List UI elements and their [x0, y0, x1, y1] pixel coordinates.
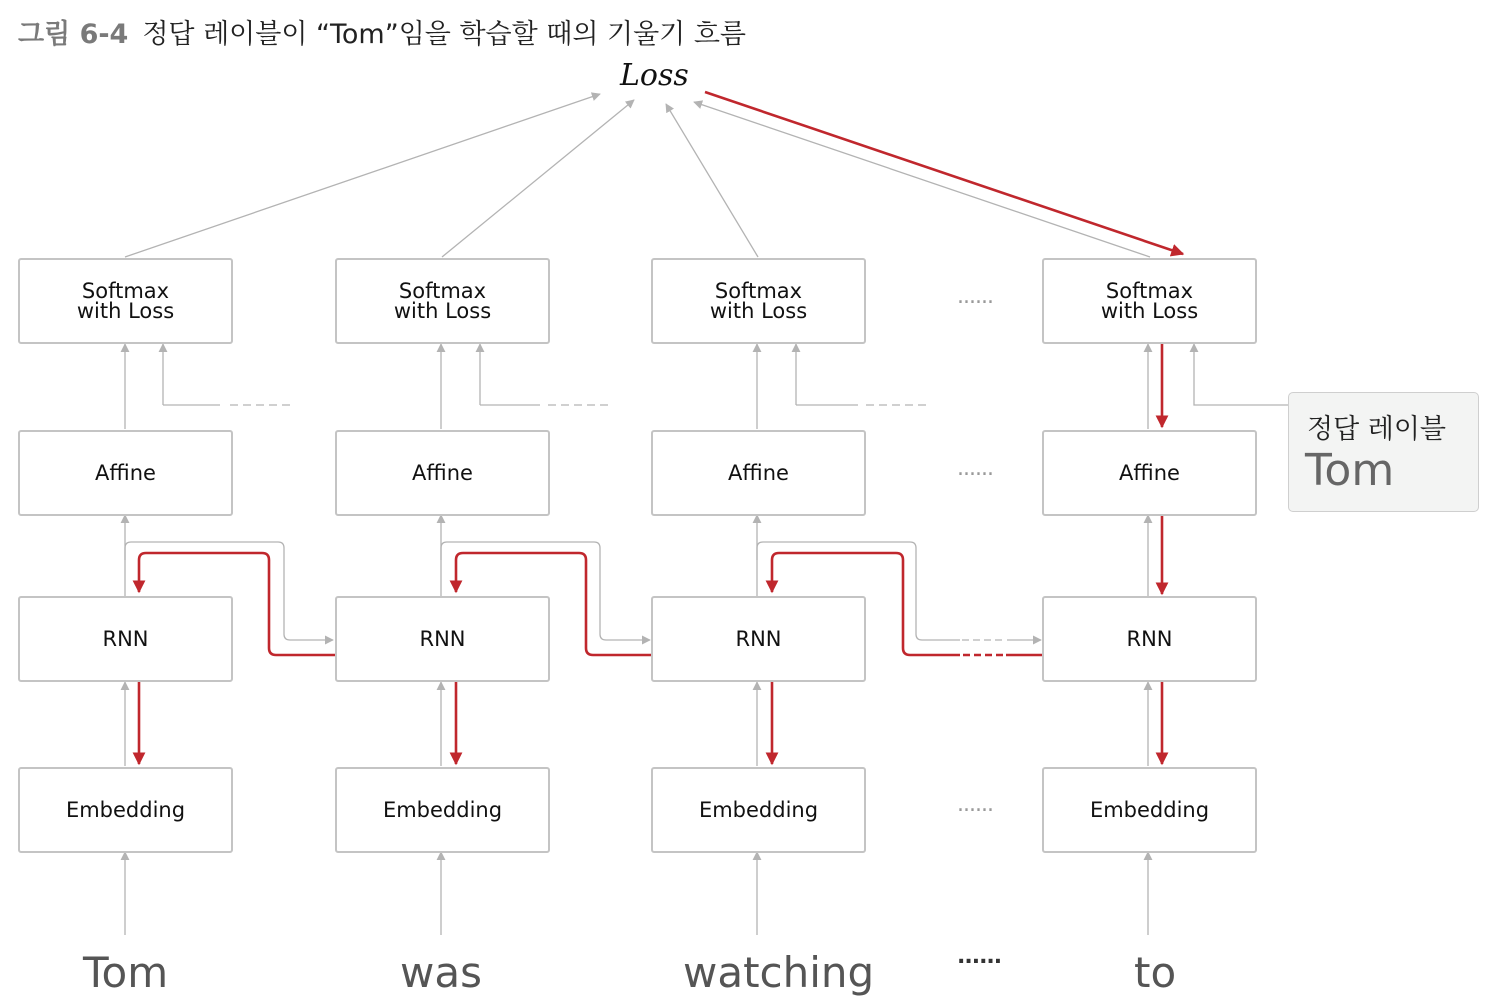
rnn-box — [18, 596, 233, 682]
embedding-box — [335, 767, 550, 853]
embedding-label: Embedding — [1089, 798, 1210, 822]
correct-label-title: 정답 레이블 — [1307, 414, 1446, 445]
input-word: to — [1134, 948, 1177, 997]
softmax-label-line2: with Loss — [1100, 299, 1199, 323]
gradient-arrow-loss-to-softmax — [705, 92, 1183, 254]
ellipsis: ...... — [957, 456, 993, 481]
softmax-label-line2: with Loss — [76, 299, 175, 323]
correct-label-value: Tom — [1305, 445, 1395, 496]
input-word: Tom — [83, 948, 169, 997]
rnn-label: RNN — [419, 627, 466, 651]
rnn-label: RNN — [735, 627, 782, 651]
softmax-with-loss-box — [651, 258, 866, 344]
embedding-label: Embedding — [65, 798, 186, 822]
rnn-label: RNN — [102, 627, 149, 651]
input-word: was — [400, 948, 482, 997]
softmax-with-loss-box — [335, 258, 550, 344]
softmax-label-line1: Softmax — [81, 279, 170, 303]
affine-label: Affine — [95, 461, 156, 485]
rnn-label: RNN — [1126, 627, 1173, 651]
softmax-label-line2: with Loss — [709, 299, 808, 323]
affine-box — [1042, 430, 1257, 516]
softmax-label-line2: with Loss — [393, 299, 492, 323]
gradient-rnn-connections — [139, 553, 1043, 655]
affine-label: Affine — [1119, 461, 1180, 485]
affine-label: Affine — [412, 461, 473, 485]
input-word: watching — [683, 948, 875, 997]
softmax-with-loss-box — [1042, 258, 1257, 344]
rnn-box — [651, 596, 866, 682]
embedding-label: Embedding — [698, 798, 819, 822]
figure-number: 그림 6-4 — [18, 19, 129, 50]
affine-box — [18, 430, 233, 516]
ellipsis: ...... — [957, 944, 1002, 969]
softmax-label-line1: Softmax — [1105, 279, 1194, 303]
loss-label: Loss — [620, 58, 689, 93]
affine-box — [335, 430, 550, 516]
embedding-label: Embedding — [382, 798, 503, 822]
softmax-with-loss-box — [18, 258, 233, 344]
ellipsis: ...... — [957, 284, 993, 309]
affine-label: Affine — [728, 461, 789, 485]
embedding-box — [651, 767, 866, 853]
affine-box — [651, 430, 866, 516]
ellipsis: ...... — [957, 792, 993, 817]
softmax-label-line1: Softmax — [714, 279, 803, 303]
label-input-lines — [163, 344, 1288, 405]
embedding-box — [18, 767, 233, 853]
embedding-box — [1042, 767, 1257, 853]
rnn-box — [1042, 596, 1257, 682]
gradient-vertical-arrows — [139, 344, 1162, 764]
softmax-label-line1: Softmax — [398, 279, 487, 303]
correct-label-box — [1288, 392, 1479, 512]
figure-title: 정답 레이블이 “Tom”임을 학습할 때의 기울기 흐름 — [142, 19, 747, 50]
forward-arrows-to-loss — [125, 94, 1150, 257]
rnn-box — [335, 596, 550, 682]
